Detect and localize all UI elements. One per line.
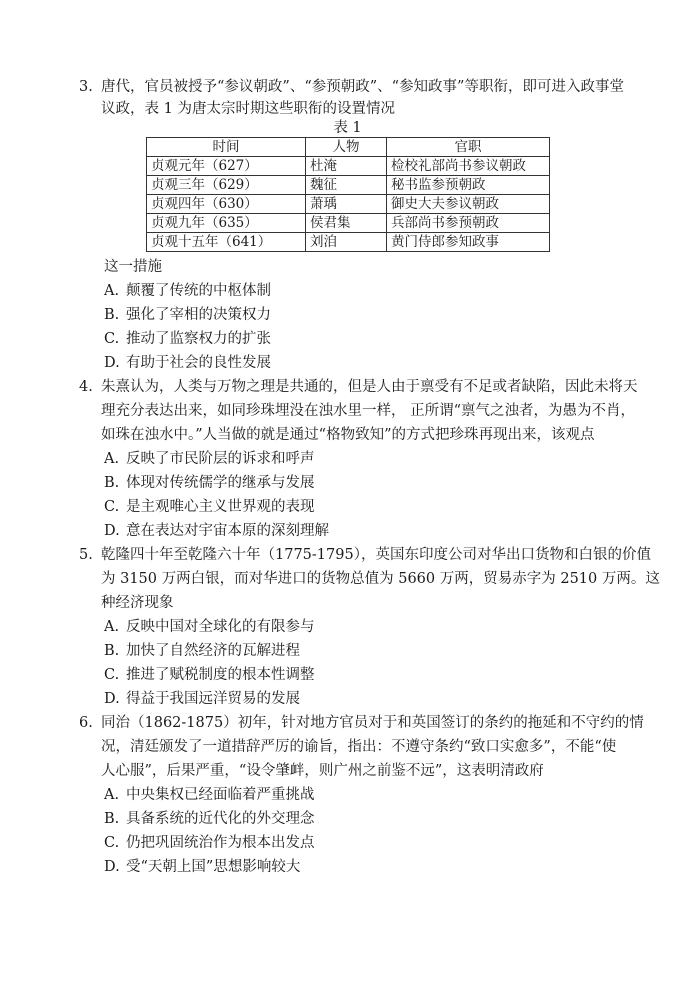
cell-office: 兵部尚书参预朝政 bbox=[387, 214, 550, 233]
q5-option-b[interactable] bbox=[104, 641, 300, 661]
table-caption: 表 1 bbox=[333, 120, 362, 136]
table-row bbox=[147, 195, 550, 214]
cell-person: 魏征 bbox=[306, 176, 387, 195]
cell-office: 检校礼部尚书参议朝政 bbox=[387, 157, 550, 176]
q5-number: 5. bbox=[79, 547, 93, 563]
q6-option-d[interactable] bbox=[104, 857, 300, 877]
q6-number: 6. bbox=[79, 715, 93, 731]
q4-option-d[interactable] bbox=[104, 521, 329, 541]
option-text: 得益于我国远洋贸易的发展 bbox=[126, 691, 300, 707]
cell-time: 贞观四年（630） bbox=[147, 195, 306, 214]
cell-time: 贞观十五年（641） bbox=[147, 233, 306, 252]
option-letter: D. bbox=[104, 523, 120, 539]
col-header-time: 时间 bbox=[147, 138, 306, 157]
q5-stem-line2: 为 3150 万两白银，而对华进口的货物总值为 5660 万两，贸易赤字为 2510 万两。这 bbox=[101, 571, 660, 587]
option-text: 有助于社会的良性发展 bbox=[126, 355, 271, 371]
q3-option-b[interactable] bbox=[104, 305, 271, 325]
option-letter: D. bbox=[104, 355, 120, 371]
q3-option-c[interactable] bbox=[104, 329, 271, 349]
q5-stem-line1: 乾隆四十年至乾隆六十年（1775-1795），英国东印度公司对华出口货物和白银的价值 bbox=[101, 547, 651, 563]
q4-line1 bbox=[79, 377, 638, 397]
cell-office: 秘书监参预朝政 bbox=[387, 176, 550, 195]
table-row bbox=[147, 176, 550, 195]
cell-time: 贞观九年（635） bbox=[147, 214, 306, 233]
option-letter: B. bbox=[104, 643, 120, 659]
option-letter: C. bbox=[104, 331, 120, 347]
q3-stem-line2: 议政，表 1 为唐太宗时期这些职衔的设置情况 bbox=[101, 101, 395, 117]
q3-option-d[interactable] bbox=[104, 353, 271, 373]
option-text: 具备系统的近代化的外交理念 bbox=[126, 811, 315, 827]
option-text: 反映中国对全球化的有限参与 bbox=[126, 619, 315, 635]
q4-option-c[interactable] bbox=[104, 497, 315, 517]
q4-option-b[interactable] bbox=[104, 473, 315, 493]
q6-stem-line1: 同治（1862-1875）初年，针对地方官员对于和英国签订的条约的拖延和不守约的情 bbox=[101, 715, 644, 731]
col-header-person: 人物 bbox=[306, 138, 387, 157]
table-row bbox=[147, 233, 550, 252]
q6-option-c[interactable] bbox=[104, 833, 315, 853]
q4-stem-line1: 朱熹认为，人类与万物之理是共通的，但是人由于禀受有不足或者缺陷，因此未将天 bbox=[101, 379, 638, 395]
q4-number: 4. bbox=[79, 379, 93, 395]
col-header-office: 官职 bbox=[387, 138, 550, 157]
option-letter: D. bbox=[104, 691, 120, 707]
option-text: 受“天朝上国”思想影响较大 bbox=[126, 859, 301, 875]
option-letter: A. bbox=[104, 787, 120, 803]
option-letter: A. bbox=[104, 283, 120, 299]
q6-line1 bbox=[79, 713, 644, 733]
cell-person: 杜淹 bbox=[306, 157, 387, 176]
q3-line1 bbox=[79, 77, 624, 97]
option-text: 仍把巩固统治作为根本出发点 bbox=[126, 835, 315, 851]
option-letter: B. bbox=[104, 475, 120, 491]
q6-option-a[interactable] bbox=[104, 785, 315, 805]
option-text: 体现对传统儒学的继承与发展 bbox=[126, 475, 315, 491]
cell-person: 萧瑀 bbox=[306, 195, 387, 214]
option-text: 是主观唯心主义世界观的表现 bbox=[126, 499, 315, 515]
option-letter: C. bbox=[104, 499, 120, 515]
table-row bbox=[147, 157, 550, 176]
q5-option-a[interactable] bbox=[104, 617, 315, 637]
option-letter: B. bbox=[104, 307, 120, 323]
cell-time: 贞观三年（629） bbox=[147, 176, 306, 195]
option-text: 强化了宰相的决策权力 bbox=[126, 307, 271, 323]
q3-number: 3. bbox=[79, 79, 93, 95]
option-letter: B. bbox=[104, 811, 120, 827]
q3-stem-end: 这一措施 bbox=[104, 259, 162, 275]
option-text: 加快了自然经济的瓦解进程 bbox=[126, 643, 300, 659]
option-text: 中央集权已经面临着严重挑战 bbox=[126, 787, 315, 803]
option-text: 推动了监察权力的扩张 bbox=[126, 331, 271, 347]
q6-stem-line3: 人心服”，后果严重，“设令肇衅，则广州之前鉴不远”，这表明清政府 bbox=[101, 763, 544, 779]
q3-stem-line1: 唐代，官员被授予“参议朝政”、“参预朝政”、“参知政事”等职衔，即可进入政事堂 bbox=[101, 79, 624, 95]
option-text: 推进了赋税制度的根本性调整 bbox=[126, 667, 315, 683]
option-letter: A. bbox=[104, 451, 120, 467]
option-text: 颠覆了传统的中枢体制 bbox=[126, 283, 271, 299]
cell-person: 侯君集 bbox=[306, 214, 387, 233]
cell-person: 刘洎 bbox=[306, 233, 387, 252]
cell-office: 御史大夫参议朝政 bbox=[387, 195, 550, 214]
option-text: 意在表达对宇宙本原的深刻理解 bbox=[126, 523, 329, 539]
option-letter: D. bbox=[104, 859, 120, 875]
q5-line1 bbox=[79, 545, 651, 565]
q4-stem-line3: 如珠在浊水中。”人当做的就是通过“格物致知”的方式把珍珠再现出来，该观点 bbox=[101, 427, 595, 443]
table-header-row bbox=[147, 138, 550, 157]
q4-option-a[interactable] bbox=[104, 449, 315, 469]
option-letter: C. bbox=[104, 835, 120, 851]
q4-stem-line2: 理充分表达出来，如同珍珠埋没在浊水里一样， 正所谓“禀气之浊者，为愚为不肖， bbox=[101, 403, 636, 419]
q3-option-a[interactable] bbox=[104, 281, 271, 301]
cell-office: 黄门侍郎参知政事 bbox=[387, 233, 550, 252]
positions-table bbox=[146, 137, 550, 252]
q5-option-c[interactable] bbox=[104, 665, 315, 685]
option-letter: C. bbox=[104, 667, 120, 683]
option-letter: A. bbox=[104, 619, 120, 635]
table-row bbox=[147, 214, 550, 233]
option-text: 反映了市民阶层的诉求和呼声 bbox=[126, 451, 315, 467]
q5-stem-line3: 种经济现象 bbox=[101, 595, 174, 611]
q5-option-d[interactable] bbox=[104, 689, 300, 709]
cell-time: 贞观元年（627） bbox=[147, 157, 306, 176]
q6-option-b[interactable] bbox=[104, 809, 315, 829]
q6-stem-line2: 况，清廷颁发了一道措辞严厉的谕旨，指出：不遵守条约“致口实愈多”，不能“使 bbox=[101, 739, 617, 755]
